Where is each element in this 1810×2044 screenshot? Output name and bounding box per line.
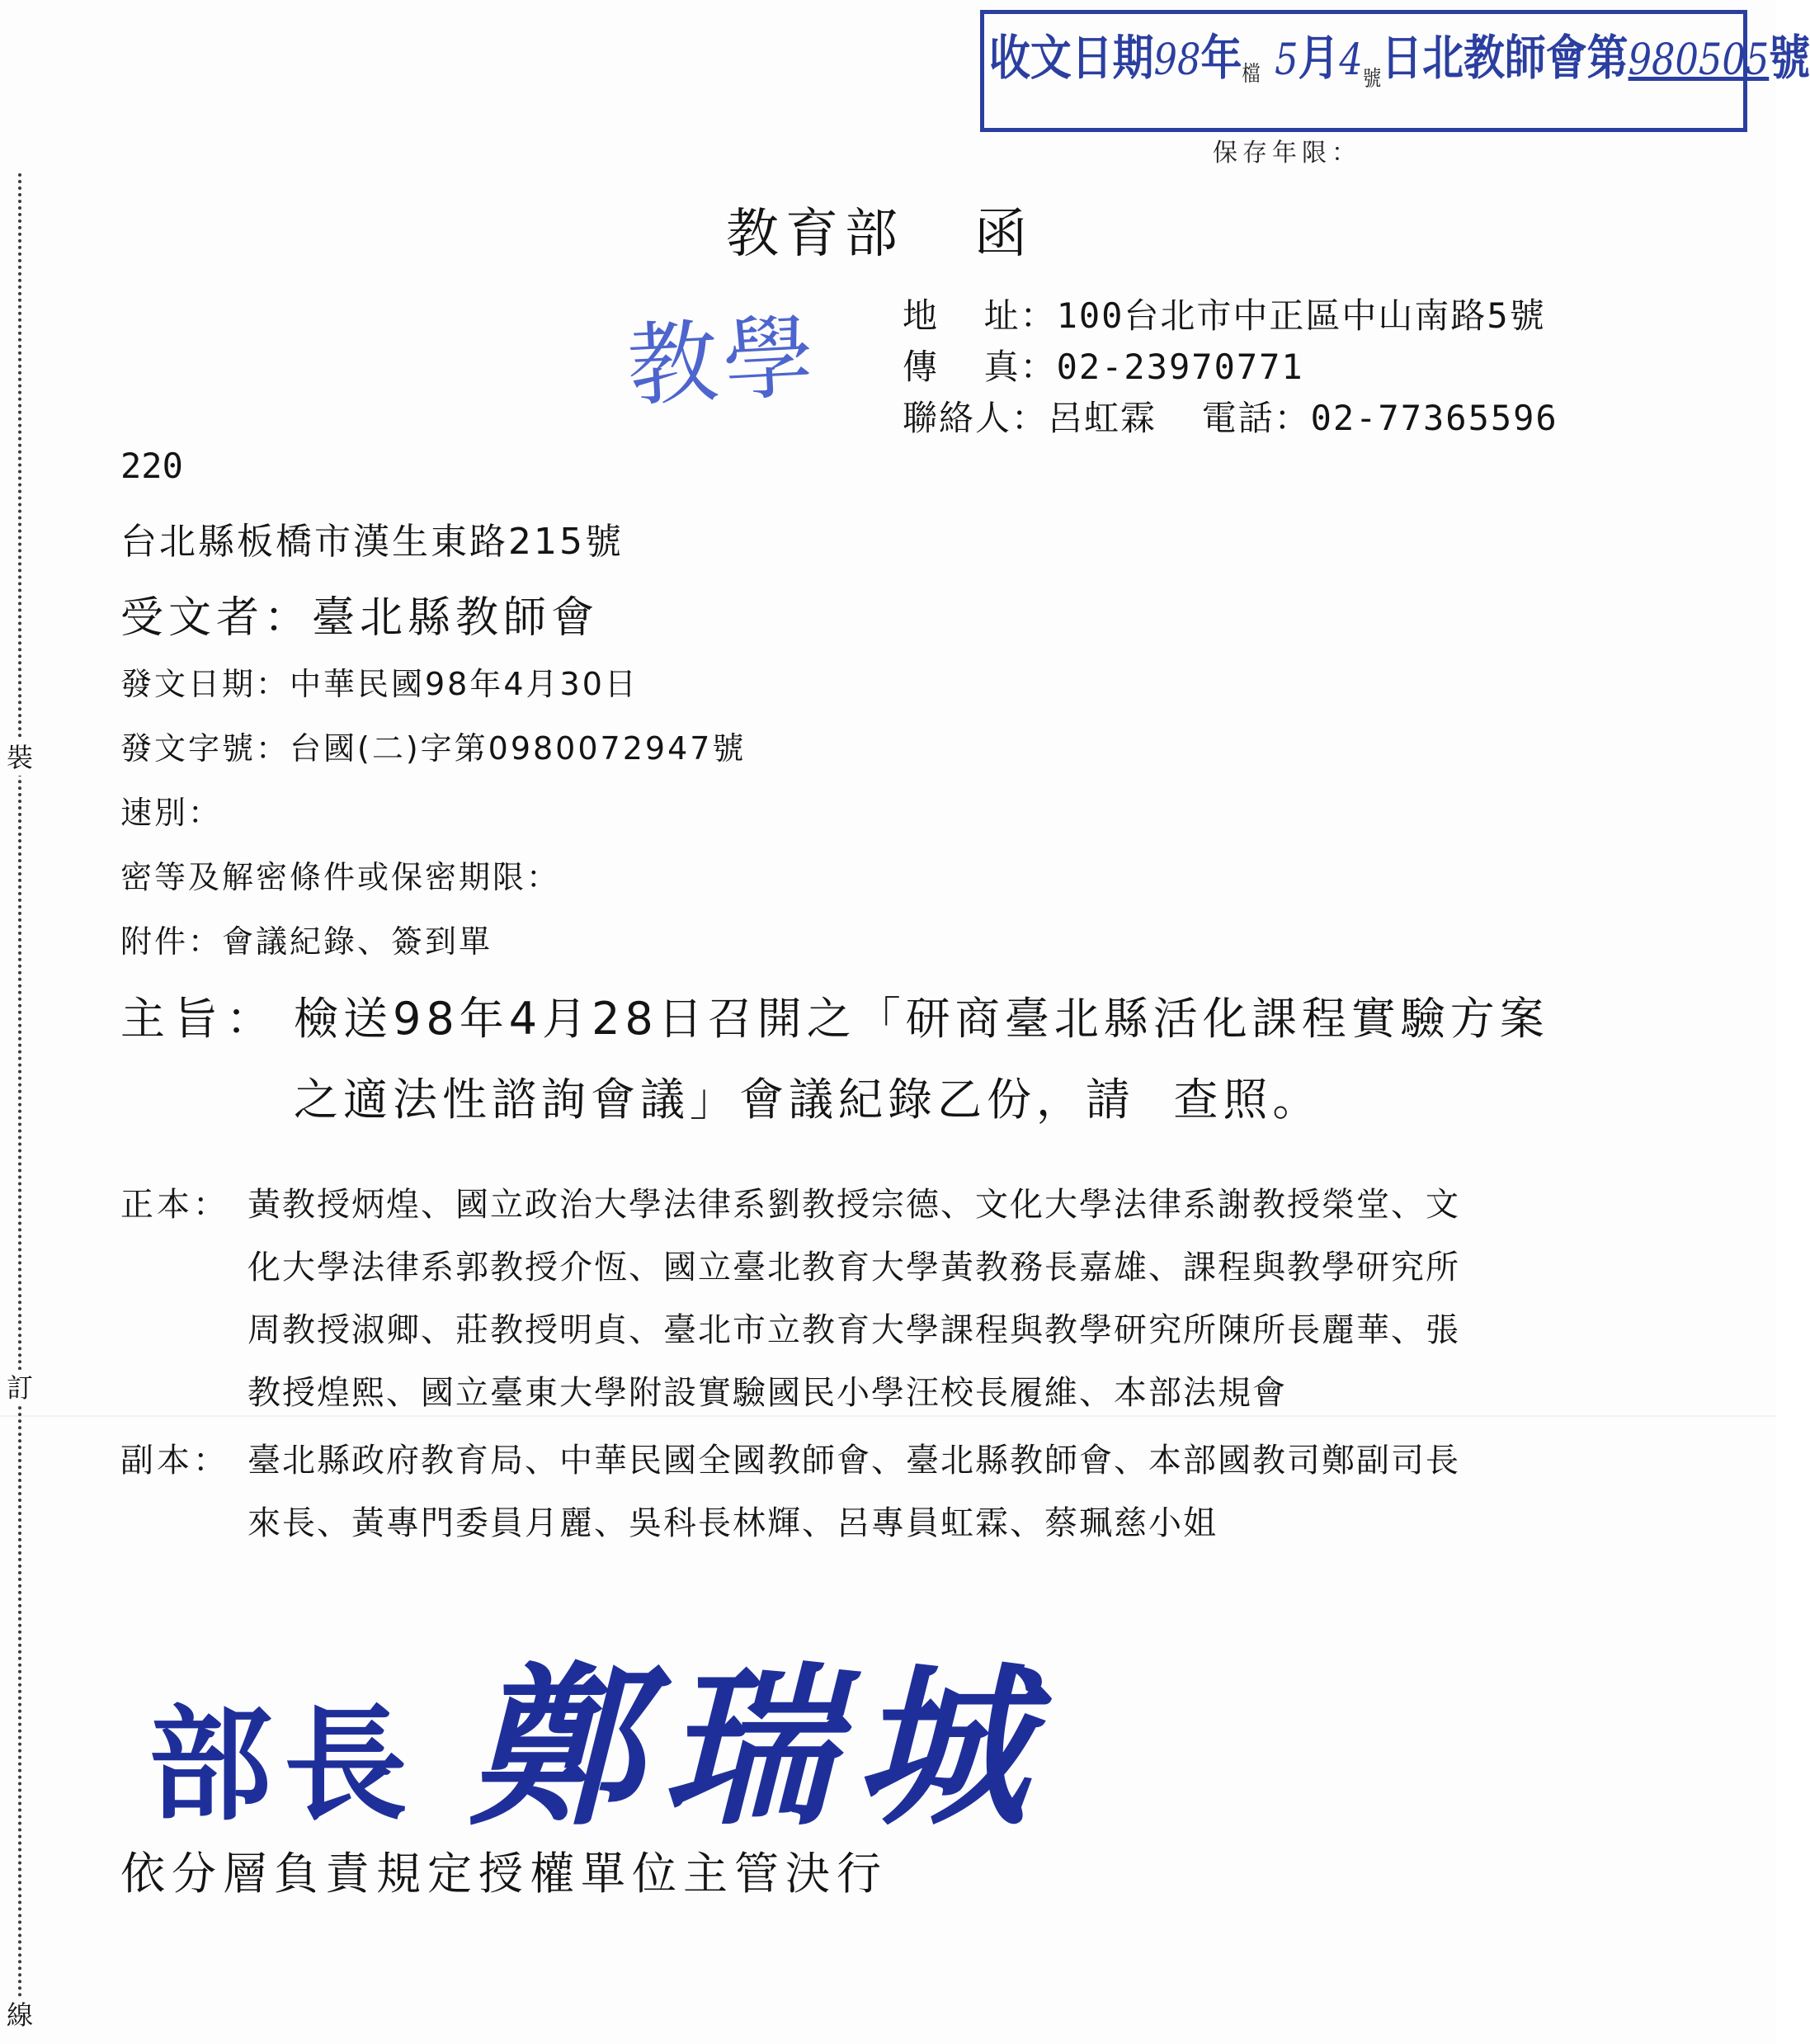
sender-address: 地 址：100台北市中正區中山南路5號 (903, 295, 1546, 336)
issue-number: 發文字號：台國(二)字第0980072947號 (120, 730, 747, 767)
recv-day: 4 (1339, 35, 1363, 85)
confidentiality-level: 密等及解密條件或保密期限： (120, 859, 561, 895)
subject-line-1: 檢送98年4月28日召開之「研商臺北縣活化課程實驗方案 (294, 993, 1549, 1045)
delivery-speed: 速別： (120, 795, 223, 831)
received-date-stamp (980, 10, 1810, 132)
binding-dotted-line (18, 173, 21, 2005)
sender-contact-person: 聯絡人：呂虹霖 電話：02-77365596 (903, 398, 1558, 438)
recv-month-unit: 月 (1298, 30, 1340, 86)
original-recipients-line: 教授煌熙、國立臺東大學附設實驗國民小學汪校長履維、本部法規會 (247, 1374, 1287, 1412)
recipient-name: 受文者：臺北縣教師會 (120, 593, 600, 643)
recipient-postal-code: 220 (120, 446, 183, 486)
recv-month: 5 (1275, 35, 1299, 85)
recv-year: 98 (1153, 35, 1201, 85)
binding-mark-line: 線 (5, 1997, 35, 2033)
recv-year-unit: 年 (1200, 30, 1242, 86)
recv-prefix: 收文日期 (989, 30, 1154, 86)
binding-mark-staple: 訂 (5, 1370, 35, 1406)
recv-number-label: 號 (1362, 67, 1382, 92)
recipient-address: 台北縣板橋市漢生東路215號 (120, 521, 624, 563)
recv-serial: 980505 (1628, 35, 1770, 85)
document-title: 教育部 函 (726, 204, 1035, 265)
subject-label: 主旨： (120, 993, 279, 1045)
attachments: 附件：會議紀錄、簽到單 (120, 923, 493, 960)
issue-date: 發文日期：中華民國98年4月30日 (120, 666, 639, 702)
subject-line-2: 之適法性諮詢會議」會議紀錄乙份，請 查照。 (294, 1074, 1322, 1126)
copy-recipients-line: 來長、黃專門委員月麗、吳科長林輝、呂專員虹霖、蔡珮慈小姐 (247, 1504, 1218, 1542)
original-recipients-label: 正本： (120, 1186, 229, 1224)
recv-org: 北教師會第 (1422, 30, 1629, 86)
signature-name: 鄭瑞城 (469, 1645, 1049, 1849)
recv-archive-label: 檔 (1242, 62, 1261, 87)
copy-recipients-line: 臺北縣政府教育局、中華民國全國教師會、臺北縣教師會、本部國教司鄭副司長 (247, 1442, 1460, 1480)
original-recipients-line: 化大學法律系郭教授介恆、國立臺北教育大學黃教務長嘉雄、課程與教學研究所 (247, 1249, 1460, 1286)
sender-contact-block (903, 290, 1558, 444)
paper-fold-line (0, 1415, 1776, 1417)
original-recipients-line: 黃教授炳煌、國立政治大學法律系劉教授宗德、文化大學法律系謝教授榮堂、文 (247, 1186, 1460, 1224)
recv-day-unit: 日 (1381, 30, 1423, 86)
recv-serial-unit: 號 (1769, 30, 1810, 86)
original-recipients-line: 周教授淑卿、莊教授明貞、臺北市立教育大學課程與教學研究所陳所長麗華、張 (247, 1311, 1460, 1349)
retention-period-label: 保存年限： (1213, 139, 1361, 168)
sender-fax: 傳 真：02-23970771 (903, 347, 1304, 387)
minister-signature-stamp (148, 1609, 1049, 1849)
binding-mark-bind: 裝 (5, 739, 35, 776)
authorization-note: 依分層負責規定授權單位主管決行 (120, 1848, 888, 1900)
signature-title: 部長 (148, 1692, 420, 1838)
copy-recipients-label: 副本： (120, 1442, 229, 1480)
department-stamp: 教學 (625, 304, 822, 419)
